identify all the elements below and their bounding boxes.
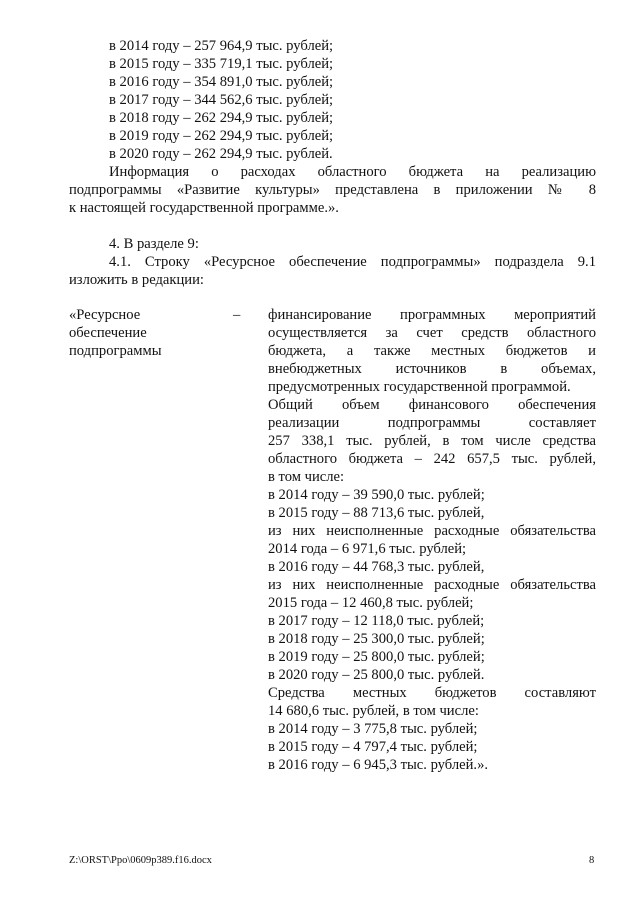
table-right-line: в 2015 году – 4 797,4 тыс. рублей; [268, 739, 478, 755]
table-right-line: в 2014 году – 3 775,8 тыс. рублей; [268, 721, 478, 737]
table-right-line: в 2019 году – 25 800,0 тыс. рублей; [268, 649, 485, 665]
info-paragraph-line: Информация о расходах областного бюджета на реализацию [109, 164, 596, 180]
table-right-line: бюджета, а также местных бюджетов и [268, 343, 596, 359]
table-right-line: реализации подпрограммы составляет [268, 415, 596, 431]
table-right-line: предусмотренных государственной программой. [268, 379, 571, 395]
table-right-line: областного бюджета – 242 657,5 тыс. рублей, [268, 451, 596, 467]
clause-text-line: 4.1. Строку «Ресурсное обеспечение подпрограммы» подраздела 9.1 [109, 254, 596, 270]
table-right-line: в 2015 году – 88 713,6 тыс. рублей, [268, 505, 485, 521]
table-right-line: финансирование программных мероприятий [268, 307, 596, 323]
clause-text-line: изложить в редакции: [69, 272, 204, 288]
table-right-line: 2015 года – 12 460,8 тыс. рублей; [268, 595, 474, 611]
table-right-line: из них неисполненные расходные обязательства [268, 577, 596, 593]
table-right-line: 257 338,1 тыс. рублей, в том числе средства [268, 433, 596, 449]
table-right-line: в 2016 году – 44 768,3 тыс. рублей, [268, 559, 485, 575]
year-line-2020: в 2020 году – 262 294,9 тыс. рублей. [109, 146, 333, 162]
year-line-2014: в 2014 году – 257 964,9 тыс. рублей; [109, 38, 334, 54]
table-right-line: в 2018 году – 25 300,0 тыс. рублей; [268, 631, 485, 647]
table-right-line: в 2016 году – 6 945,3 тыс. рублей.». [268, 757, 489, 773]
table-right-line: в том числе: [268, 469, 345, 485]
page-number: 8 [589, 855, 595, 866]
table-right-line: Общий объем финансового обеспечения [268, 397, 596, 413]
year-line-2019: в 2019 году – 262 294,9 тыс. рублей; [109, 128, 334, 144]
table-right-line: осуществляется за счет средств областного [268, 325, 596, 341]
footer-file-path: Z:\ORST\Ppo\0609p389.f16.docx [69, 855, 212, 866]
year-line-2015: в 2015 году – 335 719,1 тыс. рублей; [109, 56, 334, 72]
table-left-line: «Ресурсное [69, 307, 141, 323]
table-left-line: обеспечение [69, 325, 147, 341]
info-paragraph-line: подпрограммы «Развитие культуры» представлена в приложении № 8 [69, 182, 596, 198]
table-right-line: в 2017 году – 12 118,0 тыс. рублей; [268, 613, 485, 629]
year-line-2018: в 2018 году – 262 294,9 тыс. рублей; [109, 110, 334, 126]
info-paragraph-line: к настоящей государственной программе.». [69, 200, 339, 216]
table-right-line: 14 680,6 тыс. рублей, в том числе: [268, 703, 479, 719]
table-right-line: внебюджетных источников в объемах, [268, 361, 596, 377]
table-left-line: подпрограммы [69, 343, 162, 359]
section-heading: 4. В разделе 9: [109, 236, 199, 252]
table-right-line: в 2020 году – 25 800,0 тыс. рублей. [268, 667, 485, 683]
table-right-line: 2014 года – 6 971,6 тыс. рублей; [268, 541, 467, 557]
year-line-2017: в 2017 году – 344 562,6 тыс. рублей; [109, 92, 334, 108]
table-right-line: из них неисполненные расходные обязательства [268, 523, 596, 539]
year-line-2016: в 2016 году – 354 891,0 тыс. рублей; [109, 74, 334, 90]
table-dash: – [233, 307, 241, 323]
table-right-line: Средства местных бюджетов составляют [268, 685, 596, 701]
table-right-line: в 2014 году – 39 590,0 тыс. рублей; [268, 487, 485, 503]
